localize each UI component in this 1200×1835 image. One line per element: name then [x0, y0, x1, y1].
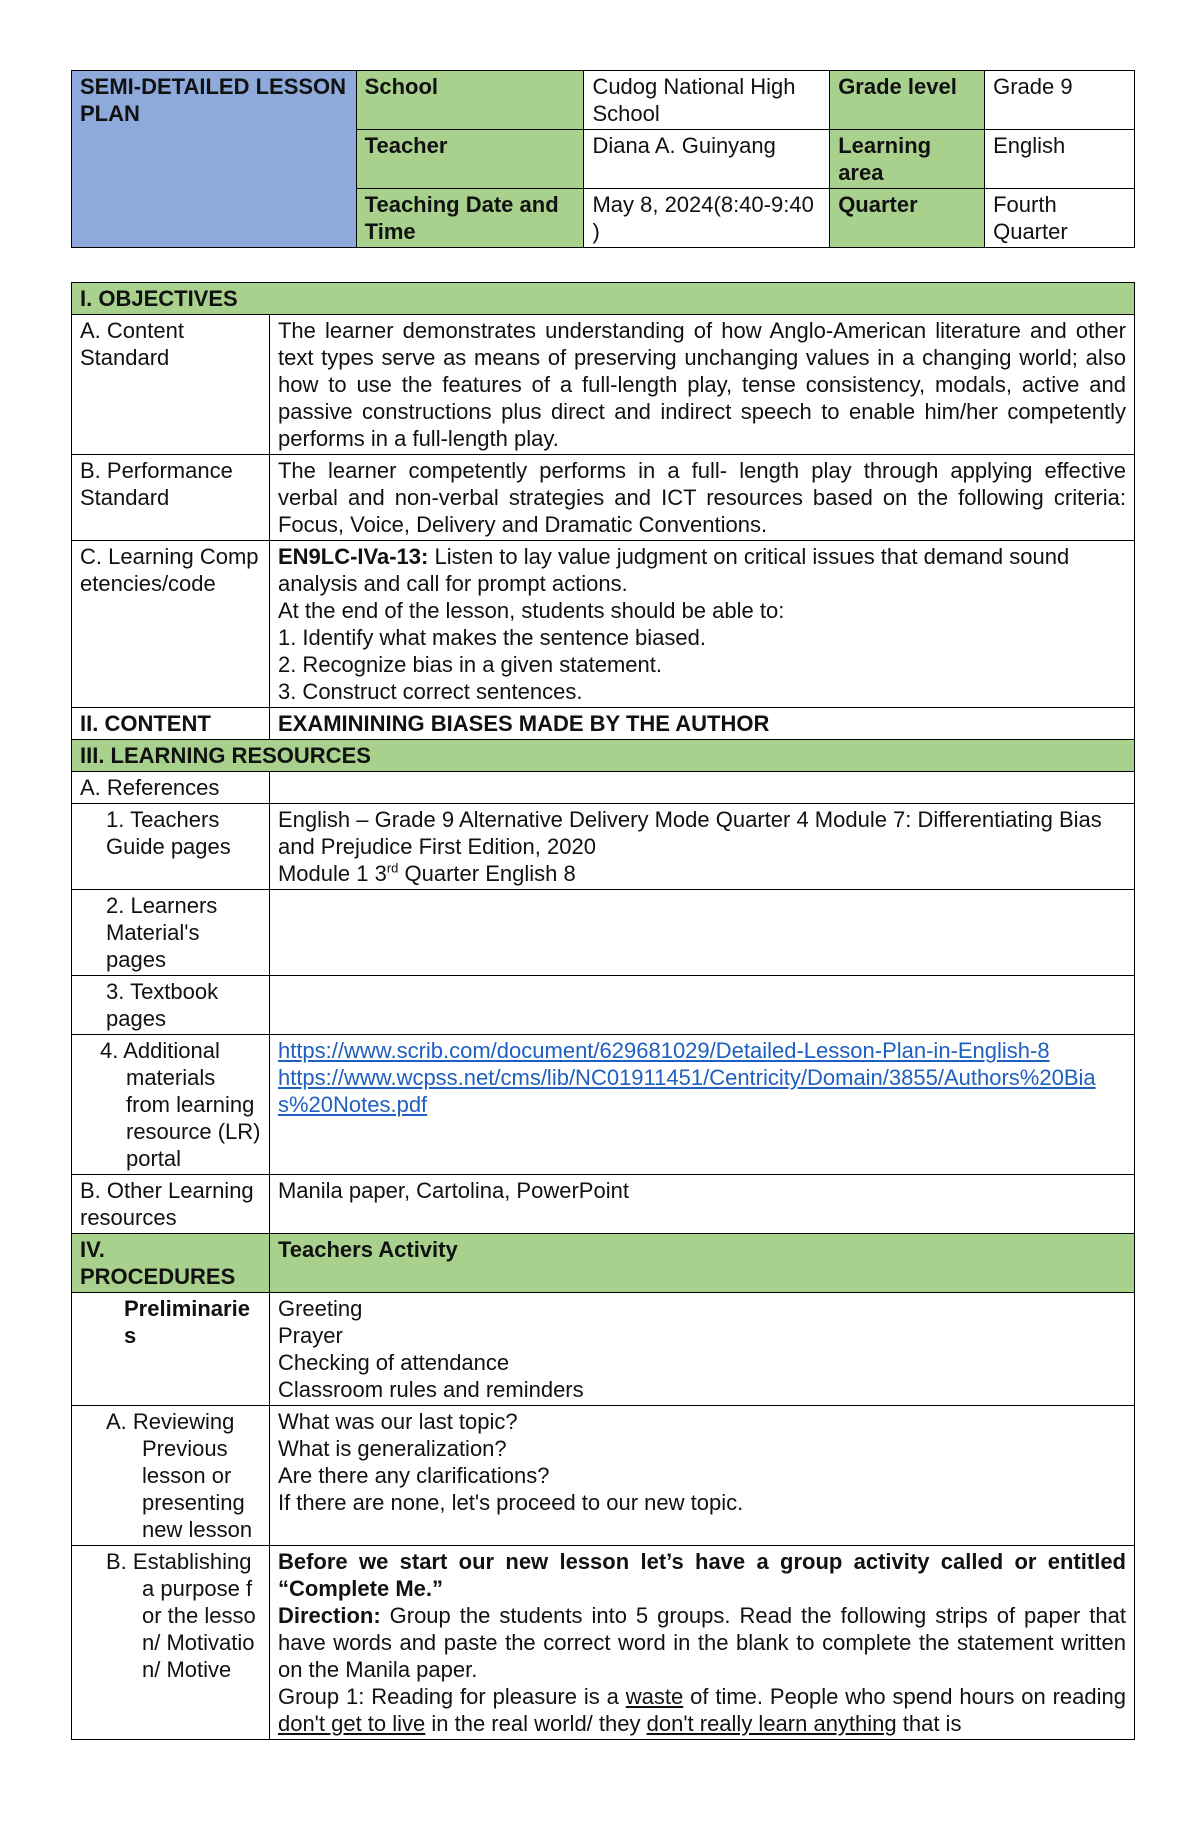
- area-value: English: [985, 130, 1135, 189]
- direction-label: Direction:: [277, 1603, 381, 1628]
- other-resources-label: B. Other Learning resources: [72, 1175, 270, 1234]
- additional-materials-links: [269, 1035, 1134, 1175]
- review-item: Are there any clarifications?: [277, 1463, 550, 1488]
- group1-underlined: don't really learn anything: [646, 1711, 897, 1736]
- reviewing-cell: [269, 1406, 1134, 1546]
- content-label: II. CONTENT: [72, 708, 270, 740]
- prelim-item: Checking of attendance: [277, 1350, 510, 1375]
- tg-line2-post: Quarter English 8: [398, 861, 576, 886]
- group1-text: that is: [896, 1711, 962, 1736]
- header-table: [71, 70, 1135, 248]
- performance-standard-label: B. Performance Standard: [72, 455, 270, 541]
- tg-line2-sup: rd: [386, 860, 399, 876]
- teacher-label: Teacher: [356, 130, 584, 189]
- learners-material-label: 2. Learners Material's pages: [72, 890, 270, 976]
- teachers-guide-line1: English – Grade 9 Alternative Delivery Mode Quarter 4 Module 7: Differentiating Bias and Prejudice First Edition, 2020: [277, 807, 1102, 859]
- prelim-item: Prayer: [277, 1323, 343, 1348]
- direction-line: [278, 1602, 1126, 1683]
- reference-link[interactable]: https://www.wcpss.net/cms/lib/NC01911451/Centricity/Domain/3855/Authors%20Bias%20Notes.pdf: [277, 1065, 1096, 1117]
- purpose-intro: Before we start our new lesson let’s have a group activity called or entitled “Complete Me.”: [277, 1549, 1126, 1601]
- competencies-label: [72, 541, 270, 708]
- prelim-item: Greeting: [277, 1296, 363, 1321]
- other-resources-value: Manila paper, Cartolina, PowerPoint: [269, 1175, 1134, 1234]
- objectives-intro: At the end of the lesson, students should be able to:: [277, 598, 785, 623]
- competencies-cell: [269, 541, 1134, 708]
- content-standard-text: The learner demonstrates understanding of how Anglo-American literature and other text types serve as means of preserving unchanging values in a changing world; also how to use the features of a full-length play, tense consistency, modals, active and passive constructions plus direct and indirect speech to enable him/her competently performs in a full-length play.: [269, 315, 1134, 455]
- content-value: EXAMININING BIASES MADE BY THE AUTHOR: [269, 708, 1134, 740]
- procedures-heading: IV. PROCEDURES: [72, 1234, 270, 1293]
- date-label: Teaching Date and Time: [356, 189, 584, 248]
- direction-text: Group the students into 5 groups. Read the following strips of paper that have words and paste the correct word in the blank to complete the statement written on the Manila paper.: [277, 1603, 1126, 1682]
- competencies-label-text: C. Learning Competencies/code: [80, 544, 259, 596]
- teachers-guide-label: 1. Teachers Guide pages: [72, 804, 270, 890]
- textbook-value: [269, 976, 1134, 1035]
- performance-standard-text: The learner competently performs in a full- length play through applying effective verbal and non-verbal strategies and ICT resources based on the following criteria: Focus, Voice, Delivery and Dramatic Conventions.: [269, 455, 1134, 541]
- review-item: What is generalization?: [277, 1436, 507, 1461]
- prelim-item: Classroom rules and reminders: [277, 1377, 584, 1402]
- additional-materials-label: 4. Additional materials from learning resource (LR) portal: [72, 1035, 270, 1175]
- school-value: Cudog National High School: [584, 71, 830, 130]
- reference-link[interactable]: https://www.scrib.com/document/629681029/Detailed-Lesson-Plan-in-English-8: [277, 1038, 1050, 1063]
- lesson-plan-title: SEMI-DETAILED LESSON PLAN: [72, 71, 357, 248]
- objective-item: 2. Recognize bias in a given statement.: [277, 652, 662, 677]
- resources-heading: III. LEARNING RESOURCES: [72, 740, 1135, 772]
- review-item: If there are none, let's proceed to our new topic.: [277, 1490, 744, 1515]
- competency-line: [278, 543, 1126, 597]
- quarter-label: Quarter: [830, 189, 985, 248]
- group1-text: in the real world/ they: [425, 1711, 647, 1736]
- objective-item: 1. Identify what makes the sentence biased.: [277, 625, 707, 650]
- references-label: A. References: [72, 772, 270, 804]
- grade-label: Grade level: [830, 71, 985, 130]
- preliminaries-label: Preliminaries: [72, 1293, 270, 1406]
- reviewing-label: A. Reviewing Previous lesson or presenting new lesson: [72, 1406, 270, 1546]
- group1-underlined: waste: [625, 1684, 684, 1709]
- references-value: [269, 772, 1134, 804]
- content-standard-label: A. Content Standard: [72, 315, 270, 455]
- teachers-guide-cell: [269, 804, 1134, 890]
- grade-value: Grade 9: [985, 71, 1135, 130]
- teacher-value: Diana A. Guinyang: [584, 130, 830, 189]
- objective-item: 3. Construct correct sentences.: [277, 679, 583, 704]
- competency-code: EN9LC-IVa-13:: [277, 544, 429, 569]
- group1-underlined: don't get to live: [277, 1711, 426, 1736]
- group1-text: Group 1: Reading for pleasure is a: [277, 1684, 626, 1709]
- area-label: Learning area: [830, 130, 985, 189]
- tg-line2-pre: Module 1 3: [277, 861, 387, 886]
- textbook-label: 3. Textbook pages: [72, 976, 270, 1035]
- objectives-heading: I. OBJECTIVES: [72, 283, 1135, 315]
- purpose-cell: [269, 1546, 1134, 1740]
- competency-text: Listen to lay value judgment on critical issues that demand sound analysis and call for prompt actions.: [277, 544, 1070, 596]
- preliminaries-cell: [269, 1293, 1134, 1406]
- learners-material-value: [269, 890, 1134, 976]
- group1-line: [278, 1683, 1126, 1737]
- date-value: May 8, 2024(8:40-9:40 ): [584, 189, 830, 248]
- purpose-label: B. Establishing a purpose for the lesson/ Motivation/ Motive: [72, 1546, 270, 1740]
- lesson-plan-table: [71, 282, 1135, 1740]
- group1-text: of time. People who spend hours on reading: [683, 1684, 1126, 1709]
- teachers-guide-line2: [278, 860, 1126, 887]
- teachers-activity-heading: Teachers Activity: [269, 1234, 1134, 1293]
- quarter-value: Fourth Quarter: [985, 189, 1135, 248]
- review-item: What was our last topic?: [277, 1409, 518, 1434]
- school-label: School: [356, 71, 584, 130]
